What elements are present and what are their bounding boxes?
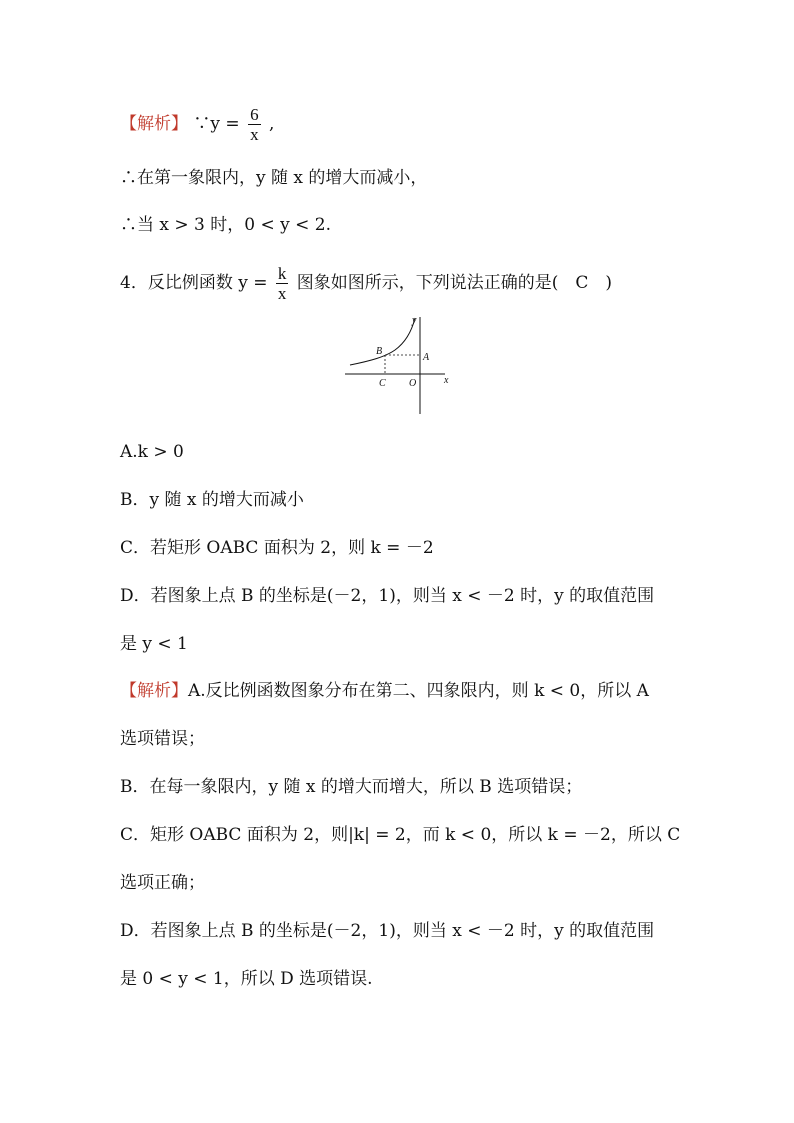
stem-prefix: 4．反比例函数 y = xyxy=(120,273,268,293)
analysis-line3: B．在每一象限内，y 随 x 的增大而增大，所以 B 选项错误； xyxy=(120,777,583,797)
analysis-line4: C．矩形 OABC 面积为 2，则|k| = 2，而 k < 0，所以 k = －2，所以 C xyxy=(120,825,681,845)
fraction-denominator: x xyxy=(277,284,287,303)
because-prefix: ∵y = xyxy=(193,114,240,134)
label-b: B xyxy=(376,346,383,357)
label-x: x xyxy=(444,375,449,386)
label-a: A xyxy=(423,352,430,363)
analysis-line2: 选项错误； xyxy=(120,729,205,749)
prev-solution-line1 xyxy=(120,106,274,143)
analysis-text: A.反比例函数图象分布在第二、四象限内，则 k < 0，所以 A xyxy=(188,681,649,701)
line-suffix: , xyxy=(268,114,275,134)
prev-solution-line3: ∴当 x > 3 时，0 < y < 2. xyxy=(120,215,332,235)
analysis-line1 xyxy=(120,680,649,702)
option-d: D．若图象上点 B 的坐标是(－2，1)，则当 x < －2 时，y 的取值范围 xyxy=(120,586,655,606)
label-o: O xyxy=(409,378,417,389)
solution-tag: 【解析】 xyxy=(120,114,188,134)
option-b: B．y 随 x 的增大而减小 xyxy=(120,490,304,510)
prev-solution-line2: ∴在第一象限内，y 随 x 的增大而减小， xyxy=(120,168,428,188)
option-c: C．若矩形 OABC 面积为 2，则 k = －2 xyxy=(120,538,434,558)
label-y: y xyxy=(412,315,417,326)
analysis-line7: 是 0 < y < 1，所以 D 选项错误. xyxy=(120,969,373,989)
fraction-k-over-x xyxy=(276,265,289,302)
fraction-numerator: 6 xyxy=(250,105,259,124)
fraction-numerator: k xyxy=(277,264,287,283)
analysis-line5: 选项正确； xyxy=(120,873,205,893)
solution-tag: 【解析】 xyxy=(120,681,188,701)
stem-suffix: 图象如图所示，下列说法正确的是( C ) xyxy=(296,273,613,293)
fraction-6-over-x xyxy=(248,106,261,143)
option-a: A.k > 0 xyxy=(120,442,184,462)
hyperbola-figure xyxy=(340,312,460,417)
question-stem xyxy=(120,265,612,302)
analysis-line6: D．若图象上点 B 的坐标是(－2，1)，则当 x < －2 时，y 的取值范围 xyxy=(120,921,655,941)
hyperbola-curve xyxy=(350,318,415,365)
option-d-continued: 是 y < 1 xyxy=(120,634,188,654)
fraction-denominator: x xyxy=(250,125,259,144)
label-c: C xyxy=(379,378,386,389)
